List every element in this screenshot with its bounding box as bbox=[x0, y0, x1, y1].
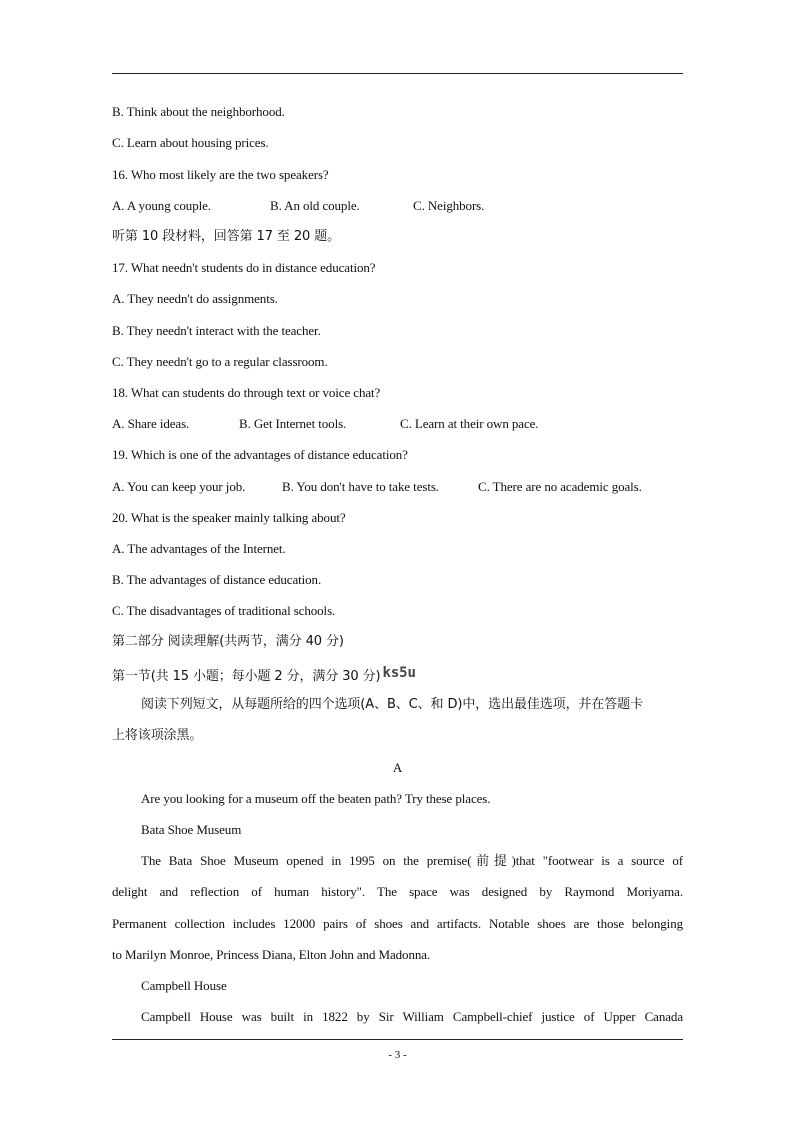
question-20: 20. What is the speaker mainly talking about? bbox=[112, 510, 346, 525]
page-number: - 3 - bbox=[388, 1049, 407, 1061]
option-c: C. There are no academic goals. bbox=[478, 479, 642, 494]
museum-heading-campbell: Campbell House bbox=[141, 978, 227, 993]
question-17-option-a: A. They needn't do assignments. bbox=[112, 291, 278, 306]
option-line-b: B. Think about the neighborhood. bbox=[112, 104, 285, 119]
paragraph-1-line-3: Permanent collection includes 12000 pairs of shoes and artifacts. Notable shoes are those belonging bbox=[112, 916, 683, 931]
question-17-option-b: B. They needn't interact with the teacher. bbox=[112, 323, 321, 338]
question-18-options bbox=[112, 416, 538, 432]
paragraph-1-line-2: delight and reflection of human history". The space was designed by Raymond Moriyama. bbox=[112, 884, 683, 899]
option-c: C. Neighbors. bbox=[413, 198, 485, 213]
question-16-options bbox=[112, 198, 484, 214]
question-20-option-a: A. The advantages of the Internet. bbox=[112, 541, 286, 556]
paragraph-1-line-4: to Marilyn Monroe, Princess Diana, Elton John and Madonna. bbox=[112, 947, 431, 962]
footer-rule bbox=[112, 1039, 683, 1040]
passage-intro: Are you looking for a museum off the beaten path? Try these places. bbox=[141, 791, 491, 806]
reading-instruction-line-2: 上将该项涂黑。 bbox=[112, 728, 203, 743]
part-2-heading: 第二部分 阅读理解(共两节，满分 40 分) bbox=[112, 634, 344, 649]
question-20-option-b: B. The advantages of distance education. bbox=[112, 572, 322, 587]
option-c: C. Learn at their own pace. bbox=[400, 416, 539, 431]
question-17-option-c: C. They needn't go to a regular classroom. bbox=[112, 354, 328, 369]
passage-label: A bbox=[392, 760, 403, 775]
option-a: A. A young couple. bbox=[112, 198, 211, 213]
question-18: 18. What can students do through text or voice chat? bbox=[112, 385, 381, 400]
paragraph-2-line-1: Campbell House was built in 1822 by Sir William Campbell-chief justice of Upper Canada bbox=[141, 1009, 683, 1024]
section-1-text: 第一节(共 15 小题；每小题 2 分，满分 30 分) bbox=[112, 669, 381, 684]
option-b: B. You don't have to take tests. bbox=[282, 479, 439, 494]
option-b: B. An old couple. bbox=[270, 198, 360, 213]
paragraph-1-line-1: The Bata Shoe Museum opened in 1995 on the premise(前提)that "footwear is a source of bbox=[141, 853, 683, 868]
option-a: A. Share ideas. bbox=[112, 416, 190, 431]
question-19-options bbox=[112, 479, 642, 495]
option-line-c: C. Learn about housing prices. bbox=[112, 135, 269, 150]
section-10-instruction: 听第 10 段材料，回答第 17 至 20 题。 bbox=[112, 229, 341, 244]
reading-instruction-line-1: 阅读下列短文，从每题所给的四个选项(A、B、C、和 D)中，选出最佳选项，并在答题卡 bbox=[141, 697, 643, 712]
watermark-logo: ks5u bbox=[382, 665, 416, 681]
question-17: 17. What needn't students do in distance education? bbox=[112, 260, 376, 275]
question-20-option-c: C. The disadvantages of traditional schools. bbox=[112, 603, 336, 618]
section-1-heading bbox=[112, 665, 416, 685]
museum-heading-bata: Bata Shoe Museum bbox=[141, 822, 242, 837]
header-rule bbox=[112, 73, 683, 74]
option-b: B. Get Internet tools. bbox=[239, 416, 347, 431]
option-a: A. You can keep your job. bbox=[112, 479, 246, 494]
question-16: 16. Who most likely are the two speakers? bbox=[112, 167, 329, 182]
question-19: 19. Which is one of the advantages of distance education? bbox=[112, 447, 408, 462]
